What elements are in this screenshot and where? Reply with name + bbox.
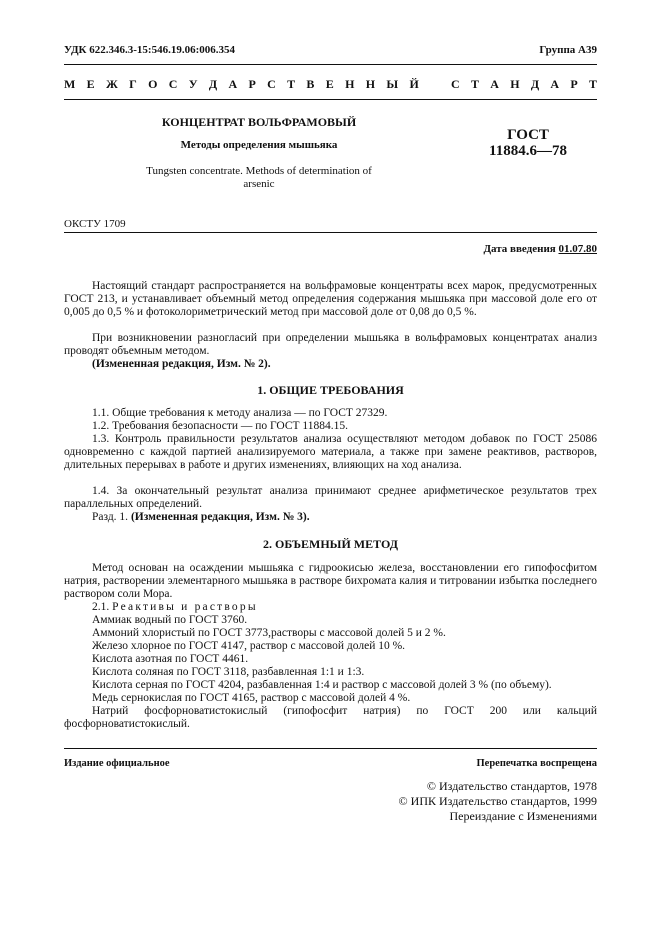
standard-type-word-1 bbox=[64, 78, 419, 91]
intro-paragraph-1: Настоящий стандарт распространяется на вольфрамовые концентраты всех марок, предусмотренных ГОСТ 213, и устанавливает объемный метод определения содержания мышьяка при массовой доле его от 0,005 до 0,5 % и фотоколориметрический метод при массовой доле от 0,08 до 0,5 %. bbox=[64, 280, 597, 318]
section-1-item-3: 1.3. Контроль правильности результатов анализа осуществляют методом добавок по ГОСТ 25086 одновременно с каждой партией анализируемого материала, а также при замене реактивов, растворов, длительных перерывах в работе и других изменениях, влияющих на ход анализа. bbox=[64, 433, 597, 471]
section-1-item-4: 1.4. За окончательный результат анализа принимают среднее арифметическое результатов трех параллельных определений. bbox=[64, 485, 597, 510]
reagent-item: Медь сернокислая по ГОСТ 4165, раствор с массовой долей 4 %. bbox=[92, 692, 411, 704]
udk-code: УДК 622.346.3-15:546.19.06:006.354 bbox=[64, 44, 235, 56]
document-subtitle: Методы определения мышьяка bbox=[180, 139, 338, 151]
reagent-item: Кислота серная по ГОСТ 4204, разбавленная 1:4 и раствор с массовой долей 3 % (по объему). bbox=[92, 679, 552, 691]
standard-type-word-2 bbox=[451, 78, 597, 91]
heading-letter: У bbox=[188, 77, 198, 91]
gost-label: ГОСТ bbox=[507, 127, 549, 143]
reagent-item: Кислота соляная по ГОСТ 3118, разбавленная 1:1 и 1:3. bbox=[92, 666, 365, 678]
english-title-line-2: arsenic bbox=[243, 178, 275, 190]
introduction-date bbox=[483, 243, 597, 256]
official-edition: Издание официальное bbox=[64, 758, 170, 769]
heading-letter: Т bbox=[588, 77, 597, 91]
heading-letter: Г bbox=[129, 77, 137, 91]
reagent-item: Аммиак водный по ГОСТ 3760. bbox=[92, 614, 248, 626]
reprint-prohibited: Перепечатка воспрещена bbox=[476, 758, 597, 769]
section-2-1-title: Реактивы и растворы bbox=[112, 601, 258, 613]
section-2-intro: Метод основан на осаждении мышьяка с гидроокисью железа, восстановлении его гипофосфитом натрия, растворении элементарного мышьяка в растворе бихромата калия и титровании избытка последнего раствором соли Мора. bbox=[64, 562, 597, 600]
section-1-amendment-text: (Измененная редакция, Изм. № 3). bbox=[130, 511, 310, 523]
group-code: Группа А39 bbox=[539, 44, 597, 56]
heading-letter: А bbox=[490, 77, 499, 91]
header-rule-bottom bbox=[64, 99, 597, 100]
heading-letter: Р bbox=[248, 77, 256, 91]
heading-letter: О bbox=[148, 77, 158, 91]
introduction-date-value: 01.07.80 bbox=[558, 243, 597, 255]
heading-letter: Д bbox=[530, 77, 540, 91]
reagent-item: Аммоний хлористый по ГОСТ 3773,растворы с массовой долей 5 и 2 %. bbox=[92, 627, 446, 639]
okstu-code: ОКСТУ 1709 bbox=[64, 218, 126, 230]
section-1-item-1: 1.1. Общие требования к методу анализа — по ГОСТ 27329. bbox=[92, 407, 388, 419]
header-rule-top bbox=[64, 64, 597, 65]
heading-letter: Т bbox=[470, 77, 479, 91]
heading-letter: М bbox=[64, 77, 76, 91]
section-1-item-2: 1.2. Требования безопасности — по ГОСТ 11884.15. bbox=[92, 420, 349, 432]
section-1-amendment-prefix: Разд. 1. bbox=[92, 511, 129, 523]
heading-letter: С bbox=[168, 77, 178, 91]
heading-letter: Е bbox=[86, 77, 95, 91]
heading-letter: Р bbox=[570, 77, 578, 91]
section-1-amendment-note bbox=[64, 511, 597, 524]
heading-letter: С bbox=[267, 77, 276, 91]
heading-letter: Ы bbox=[386, 77, 399, 91]
footer-rule bbox=[64, 748, 597, 749]
heading-letter: С bbox=[451, 77, 460, 91]
okstu-rule bbox=[64, 232, 597, 233]
heading-letter: Т bbox=[287, 77, 296, 91]
heading-letter: В bbox=[306, 77, 315, 91]
heading-letter: А bbox=[550, 77, 560, 91]
section-2-1-heading bbox=[64, 601, 597, 614]
heading-letter: Е bbox=[325, 77, 334, 91]
standard-type-heading bbox=[64, 78, 597, 91]
heading-letter: Н bbox=[365, 77, 376, 91]
copyright-1978: © Издательство стандартов, 1978 bbox=[426, 779, 597, 793]
section-2-title: 2. ОБЪЕМНЫЙ МЕТОД bbox=[263, 537, 398, 551]
reagent-item: Железо хлорное по ГОСТ 4147, раствор с массовой долей 10 %. bbox=[92, 640, 406, 652]
reissue-note: Переиздание с Изменениями bbox=[449, 809, 597, 823]
heading-letter: Й bbox=[409, 77, 419, 91]
heading-letter: А bbox=[228, 77, 238, 91]
copyright-1999: © ИПК Издательство стандартов, 1999 bbox=[398, 794, 597, 808]
section-2-1-number: 2.1. bbox=[92, 601, 110, 613]
document-title: КОНЦЕНТРАТ ВОЛЬФРАМОВЫЙ bbox=[161, 115, 357, 129]
intro-paragraph-2: При возникновении разногласий при определении мышьяка в вольфрамовых концентратах анализ проводят объемным методом. bbox=[64, 332, 597, 357]
reagent-item: Кислота азотная по ГОСТ 4461. bbox=[92, 653, 249, 665]
english-title-line-1: Tungsten concentrate. Methods of determination of bbox=[146, 165, 372, 177]
section-1-title: 1. ОБЩИЕ ТРЕБОВАНИЯ bbox=[257, 383, 404, 397]
intro-amendment-note: (Измененная редакция, Изм. № 2). bbox=[92, 358, 271, 370]
heading-letter: Ж bbox=[105, 77, 118, 91]
heading-letter: Н bbox=[345, 77, 355, 91]
heading-letter: Д bbox=[208, 77, 218, 91]
introduction-date-label: Дата введения bbox=[483, 243, 556, 255]
gost-number: 11884.6—78 bbox=[489, 143, 567, 159]
reagent-item: Натрий фосфорноватистокислый (гипофосфит натрия) по ГОСТ 200 или кальций фосфорноватистокислый. bbox=[64, 705, 597, 730]
heading-letter: Н bbox=[510, 77, 520, 91]
